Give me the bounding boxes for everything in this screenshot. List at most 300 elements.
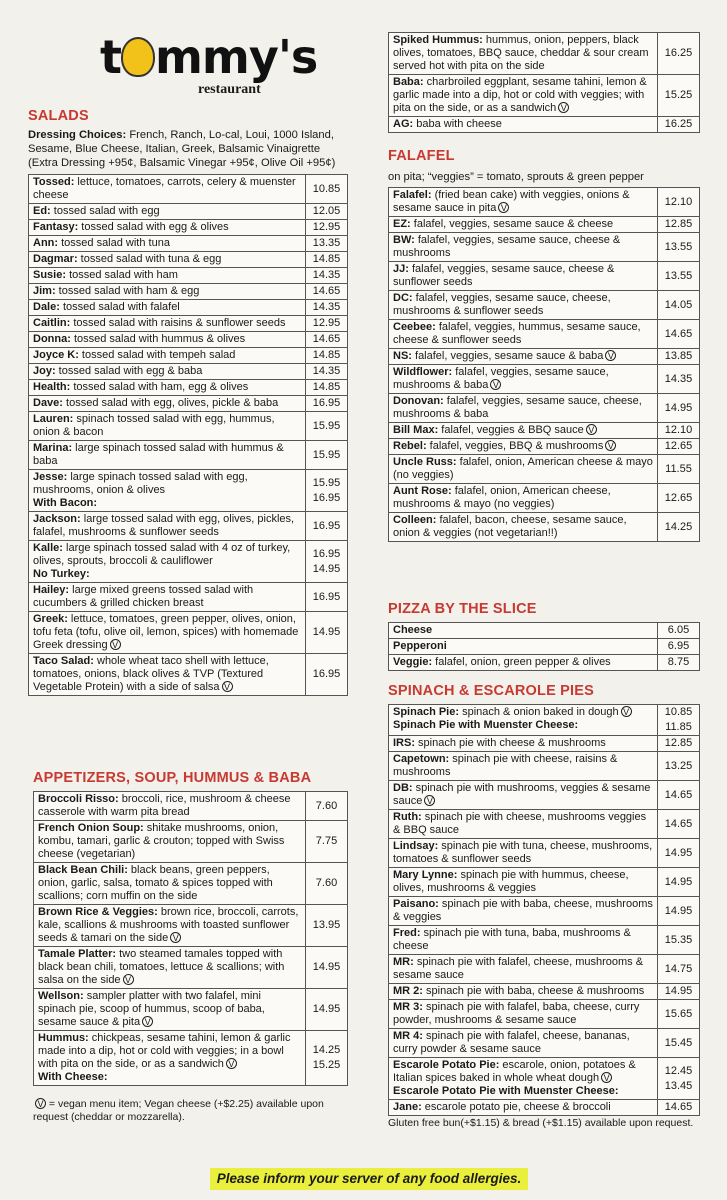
menu-item-price: 14.25 bbox=[312, 1044, 341, 1056]
menu-item-variant-price: 11.85 bbox=[665, 721, 692, 733]
menu-item-price: 14.95 bbox=[312, 1003, 341, 1015]
menu-item-description: spinach pie with baba, cheese & mushrooms bbox=[422, 985, 645, 997]
menu-item-description: tossed salad with tuna & egg bbox=[77, 253, 222, 265]
pizza-title: PIZZA BY THE SLICE bbox=[388, 601, 537, 617]
menu-item-description: tossed salad with egg & olives bbox=[78, 221, 229, 233]
menu-item-desc-cell bbox=[389, 1058, 658, 1100]
menu-item-description: sampler platter with two falafel, mini spinach pie, scoop of hummus, scoop of baba, sesame sauce & pita bbox=[38, 990, 265, 1028]
menu-item-description: large spinach tossed salad with egg, mushrooms, onion & olives bbox=[33, 471, 248, 496]
menu-item-name: Spinach Pie: bbox=[393, 706, 460, 718]
menu-item-price: 14.95 bbox=[312, 626, 341, 638]
menu-item-name: Ruth: bbox=[393, 811, 422, 823]
menu-item-row bbox=[389, 217, 700, 233]
menu-item-row bbox=[389, 639, 700, 655]
menu-item-desc-cell bbox=[389, 423, 658, 439]
menu-item-description: falafel, veggies, sesame sauce, cheese & mushrooms bbox=[393, 234, 621, 259]
menu-item-name: Taco Salad: bbox=[33, 655, 94, 667]
menu-item-price-cell bbox=[658, 423, 700, 439]
menu-item-name: JJ: bbox=[393, 263, 409, 275]
menu-item-desc-cell bbox=[389, 655, 658, 671]
vegan-icon: V bbox=[170, 932, 181, 943]
menu-item-description: spinach pie with falafel, baba, cheese, curry powder, mushrooms & sesame sauce bbox=[393, 1001, 640, 1026]
menu-item-desc-cell bbox=[389, 736, 658, 752]
menu-item-description: spinach pie with hummus, cheese, olives, mushrooms & veggies bbox=[393, 869, 629, 894]
menu-item-price-cell bbox=[306, 905, 348, 947]
menu-item-name: DC: bbox=[393, 292, 413, 304]
menu-item-desc-cell bbox=[389, 188, 658, 217]
menu-item-row bbox=[29, 316, 348, 332]
menu-item-price-cell bbox=[658, 1100, 700, 1116]
menu-item-desc-cell bbox=[389, 394, 658, 423]
menu-item-desc-cell bbox=[29, 300, 306, 316]
menu-item-desc-cell bbox=[389, 75, 658, 117]
logo-subtitle: restaurant bbox=[198, 82, 261, 97]
menu-item-price: 14.95 bbox=[664, 985, 693, 997]
menu-item-price-cell bbox=[658, 75, 700, 117]
menu-item-price: 16.95 bbox=[312, 668, 341, 680]
menu-item-name: MR: bbox=[393, 956, 414, 968]
menu-item-desc-cell bbox=[389, 623, 658, 639]
menu-item-row bbox=[29, 654, 348, 696]
menu-item-row bbox=[389, 349, 700, 365]
menu-item-name: Jim: bbox=[33, 285, 56, 297]
menu-item-price-cell bbox=[306, 412, 348, 441]
menu-item-name: Wildflower: bbox=[393, 366, 453, 378]
menu-item-desc-cell bbox=[389, 639, 658, 655]
menu-item-row bbox=[389, 752, 700, 781]
menu-item-name: Susie: bbox=[33, 269, 67, 281]
menu-item-name: Ceebee: bbox=[393, 321, 436, 333]
menu-item-desc-cell bbox=[389, 439, 658, 455]
gluten-note: Gluten free bun(+$1.15) & bread (+$1.15) available upon request. bbox=[388, 1117, 694, 1129]
menu-item-price: 7.60 bbox=[315, 799, 338, 812]
menu-item-price-cell bbox=[306, 470, 348, 512]
menu-item-price: 12.45 bbox=[664, 1064, 693, 1077]
menu-item-desc-cell bbox=[389, 262, 658, 291]
menu-item-desc-cell bbox=[389, 365, 658, 394]
menu-item-name: Tamale Platter: bbox=[38, 948, 117, 960]
menu-item-name: Joyce K: bbox=[33, 349, 79, 361]
menu-item-description: falafel, veggies, sesame sauce & baba bbox=[411, 350, 604, 362]
menu-item-price: 14.35 bbox=[312, 365, 341, 377]
menu-item-row bbox=[389, 926, 700, 955]
menu-item-desc-cell bbox=[34, 863, 306, 905]
menu-item-name: Rebel: bbox=[393, 440, 427, 452]
menu-item-description: spinach & onion baked in dough bbox=[459, 706, 619, 718]
menu-item-description: escarole, onion, potatoes & Italian spices baked in whole wheat dough bbox=[393, 1059, 636, 1084]
menu-item-desc-cell bbox=[34, 905, 306, 947]
menu-item-description: falafel, bacon, cheese, sesame sauce, onion & veggies (not vegetarian!!) bbox=[393, 514, 627, 539]
menu-item-name: Kalle: bbox=[33, 542, 63, 554]
dressing-text: French, Ranch, Lo-cal, Loui, 1000 Island, Sesame, Blue Cheese, Italian, Greek, Balsamic Vinaigrette (Extra Dressing +95¢, Balsamic Vinegar +95¢, Olive Oil +95¢) bbox=[28, 129, 336, 169]
menu-item-price: 16.25 bbox=[664, 47, 693, 59]
menu-item-desc-cell bbox=[389, 984, 658, 1000]
menu-item-price-cell bbox=[658, 1000, 700, 1029]
menu-item-price-cell bbox=[306, 252, 348, 268]
menu-item-price-cell bbox=[306, 947, 348, 989]
menu-item-price-cell bbox=[306, 512, 348, 541]
menu-item-row bbox=[389, 984, 700, 1000]
menu-item-desc-cell bbox=[389, 320, 658, 349]
menu-item-name: Ann: bbox=[33, 237, 59, 249]
menu-item-row bbox=[34, 821, 348, 863]
menu-item-price-cell bbox=[306, 268, 348, 284]
menu-item-row bbox=[29, 470, 348, 512]
menu-item-price: 12.05 bbox=[312, 205, 341, 217]
menu-item-price-cell bbox=[658, 33, 700, 75]
menu-item-row bbox=[29, 268, 348, 284]
menu-item-name: French Onion Soup: bbox=[38, 822, 144, 834]
menu-item-row bbox=[389, 781, 700, 810]
menu-item-price: 12.85 bbox=[664, 218, 693, 230]
menu-item-price-cell bbox=[658, 781, 700, 810]
menu-item-price: 6.05 bbox=[667, 624, 690, 636]
appetizers-table bbox=[33, 791, 348, 1086]
menu-item-name: Colleen: bbox=[393, 514, 437, 526]
menu-item-price: 7.60 bbox=[315, 877, 338, 889]
menu-item-price-cell bbox=[658, 233, 700, 262]
menu-item-price-cell bbox=[658, 439, 700, 455]
menu-item-name: Baba: bbox=[393, 76, 424, 88]
menu-item-row bbox=[389, 736, 700, 752]
menu-item-row bbox=[389, 394, 700, 423]
menu-item-description: tossed salad with ham bbox=[66, 269, 178, 281]
menu-item-price: 16.25 bbox=[664, 118, 693, 130]
vegan-icon: V bbox=[110, 639, 121, 650]
menu-item-price: 12.65 bbox=[664, 440, 693, 452]
menu-item-price-cell bbox=[306, 441, 348, 470]
menu-item-row bbox=[389, 1029, 700, 1058]
menu-item-description: falafel, veggies, sesame sauce & cheese bbox=[410, 218, 614, 230]
menu-item-row bbox=[389, 810, 700, 839]
menu-item-price: 14.75 bbox=[664, 962, 693, 975]
menu-item-price: 6.95 bbox=[667, 640, 690, 652]
menu-item-desc-cell bbox=[29, 252, 306, 268]
menu-item-price: 15.95 bbox=[312, 419, 341, 432]
menu-item-name: Paisano: bbox=[393, 898, 439, 910]
menu-item-price: 7.75 bbox=[315, 835, 338, 847]
menu-item-name: Jane: bbox=[393, 1101, 422, 1113]
menu-item-row bbox=[389, 365, 700, 394]
menu-item-price: 14.65 bbox=[664, 327, 693, 340]
menu-item-description: spinach pie with mushrooms, veggies & sesame sauce bbox=[393, 782, 651, 807]
vegan-icon: V bbox=[498, 202, 509, 213]
menu-item-desc-cell bbox=[29, 412, 306, 441]
menu-item-desc-cell bbox=[389, 955, 658, 984]
menu-item-variant-price: 16.95 bbox=[312, 491, 341, 504]
menu-item-name: Dale: bbox=[33, 301, 60, 313]
menu-item-price: 13.55 bbox=[664, 240, 693, 253]
menu-item-description: large tossed salad with egg, olives, pickles, falafel, mushrooms & sunflower seeds bbox=[33, 513, 295, 538]
menu-item-variant: With Cheese: bbox=[38, 1071, 108, 1083]
menu-item-description: tossed salad with ham, egg & olives bbox=[70, 381, 249, 393]
vegan-icon: V bbox=[558, 102, 569, 113]
menu-item-price: 14.95 bbox=[664, 401, 693, 414]
menu-item-desc-cell bbox=[389, 217, 658, 233]
salads-table bbox=[28, 174, 348, 696]
menu-item-price: 14.65 bbox=[664, 788, 693, 801]
menu-item-desc-cell bbox=[389, 33, 658, 75]
menu-item-price-cell bbox=[306, 175, 348, 204]
menu-item-description: spinach pie with falafel, cheese, bananas, curry powder & sesame sauce bbox=[393, 1030, 630, 1055]
menu-item-desc-cell bbox=[389, 1100, 658, 1116]
menu-item-description: falafel, veggies, hummus, sesame sauce, cheese & sunflower seeds bbox=[393, 321, 641, 346]
menu-item-row bbox=[389, 839, 700, 868]
menu-item-price: 15.45 bbox=[664, 1036, 693, 1049]
menu-item-name: Joy: bbox=[33, 365, 56, 377]
appetizers-section bbox=[33, 770, 348, 1124]
menu-item-row bbox=[389, 513, 700, 542]
menu-item-name: Lindsay: bbox=[393, 840, 439, 852]
menu-item-price: 13.35 bbox=[312, 237, 341, 249]
menu-item-price-cell bbox=[306, 1031, 348, 1086]
menu-item-name: Jesse: bbox=[33, 471, 68, 483]
menu-item-price: 14.65 bbox=[664, 1101, 693, 1113]
menu-item-price: 14.65 bbox=[664, 817, 693, 830]
menu-item-name: NS: bbox=[393, 350, 412, 362]
menu-item-description: tossed salad with raisins & sunflower seeds bbox=[70, 317, 286, 329]
menu-item-row bbox=[29, 541, 348, 583]
menu-item-name: Pepperoni bbox=[393, 640, 447, 652]
menu-item-description: chickpeas, sesame tahini, lemon & garlic made into a dip, hot or cold with veggies; in a bowl with pita on the side, or as a sandwich bbox=[38, 1032, 291, 1070]
menu-item-desc-cell bbox=[29, 332, 306, 348]
menu-item-price: 8.75 bbox=[667, 656, 690, 668]
menu-item-row bbox=[389, 623, 700, 639]
pies-table bbox=[388, 704, 700, 1116]
menu-item-row bbox=[34, 863, 348, 905]
menu-item-price-cell bbox=[306, 220, 348, 236]
pies-title: SPINACH & ESCAROLE PIES bbox=[388, 683, 595, 699]
vegan-icon: V bbox=[605, 350, 616, 361]
menu-item-price-cell bbox=[658, 897, 700, 926]
vegan-mark-icon: V bbox=[35, 1098, 46, 1109]
menu-item-desc-cell bbox=[29, 364, 306, 380]
menu-item-desc-cell bbox=[29, 220, 306, 236]
menu-item-price-cell bbox=[658, 349, 700, 365]
menu-item-row bbox=[34, 792, 348, 821]
menu-item-price-cell bbox=[306, 989, 348, 1031]
menu-item-description: spinach pie with cheese, mushrooms veggies & BBQ sauce bbox=[393, 811, 647, 836]
menu-item-row bbox=[29, 412, 348, 441]
menu-item-price: 15.25 bbox=[664, 89, 693, 101]
menu-item-name: Dagmar: bbox=[33, 253, 78, 265]
menu-item-row bbox=[389, 423, 700, 439]
menu-item-name: MR 2: bbox=[393, 985, 423, 997]
menu-item-price: 14.05 bbox=[664, 298, 693, 311]
menu-item-desc-cell bbox=[29, 236, 306, 252]
menu-item-name: IRS: bbox=[393, 737, 415, 749]
menu-item-price-cell bbox=[658, 705, 700, 736]
menu-item-description: (fried bean cake) with veggies, onions & sesame sauce in pita bbox=[393, 189, 630, 214]
menu-item-row bbox=[34, 947, 348, 989]
menu-item-price-cell bbox=[306, 348, 348, 364]
vegan-icon: V bbox=[424, 795, 435, 806]
menu-item-name: Greek: bbox=[33, 613, 68, 625]
menu-item-row bbox=[29, 175, 348, 204]
menu-item-price-cell bbox=[658, 736, 700, 752]
logo-wordmark: t mmy's bbox=[100, 30, 318, 84]
menu-item-name: Uncle Russ: bbox=[393, 456, 457, 468]
menu-item-description: falafel, onion, American cheese, mushrooms & mayo (no veggies) bbox=[393, 485, 611, 510]
menu-item-name: Lauren: bbox=[33, 413, 74, 425]
menu-item-price: 11.55 bbox=[665, 462, 692, 475]
menu-item-price-cell bbox=[306, 204, 348, 220]
menu-item-price-cell bbox=[306, 380, 348, 396]
menu-item-name: Caitlin: bbox=[33, 317, 71, 329]
menu-item-row bbox=[389, 705, 700, 736]
menu-item-price-cell bbox=[658, 752, 700, 781]
menu-item-row bbox=[389, 655, 700, 671]
menu-item-price-cell bbox=[306, 300, 348, 316]
menu-item-price: 16.95 bbox=[312, 519, 341, 532]
menu-item-row bbox=[389, 868, 700, 897]
menu-item-price: 15.65 bbox=[664, 1007, 693, 1020]
menu-item-name: Dave: bbox=[33, 397, 63, 409]
menu-item-price: 15.95 bbox=[312, 476, 341, 489]
menu-item-name: Capetown: bbox=[393, 753, 450, 765]
menu-item-price-cell bbox=[306, 316, 348, 332]
menu-item-description: spinach pie with cheese & mushrooms bbox=[415, 737, 606, 749]
restaurant-logo bbox=[100, 30, 330, 98]
menu-item-description: tossed salad with egg bbox=[50, 205, 160, 217]
menu-item-desc-cell bbox=[29, 612, 306, 654]
menu-item-desc-cell bbox=[34, 947, 306, 989]
menu-item-name: Black Bean Chili: bbox=[38, 864, 128, 876]
menu-item-price-cell bbox=[306, 236, 348, 252]
falafel-note: on pita; “veggies” = tomato, sprouts & green pepper bbox=[388, 171, 644, 183]
menu-item-price: 12.65 bbox=[664, 491, 693, 504]
falafel-section bbox=[388, 148, 700, 542]
menu-item-price: 15.35 bbox=[664, 933, 693, 946]
menu-item-desc-cell bbox=[29, 175, 306, 204]
menu-item-price-cell bbox=[306, 583, 348, 612]
menu-item-desc-cell bbox=[389, 810, 658, 839]
menu-item-price-cell bbox=[658, 217, 700, 233]
menu-item-variant: Spinach Pie with Muenster Cheese: bbox=[393, 719, 579, 731]
menu-item-row bbox=[389, 188, 700, 217]
menu-item-row bbox=[389, 291, 700, 320]
menu-item-name: Donovan: bbox=[393, 395, 444, 407]
menu-item-name: AG: bbox=[393, 118, 414, 130]
menu-item-desc-cell bbox=[29, 268, 306, 284]
menu-item-price-cell bbox=[658, 365, 700, 394]
menu-item-price-cell bbox=[658, 291, 700, 320]
menu-item-name: Marina: bbox=[33, 442, 73, 454]
menu-item-desc-cell bbox=[389, 1000, 658, 1029]
menu-item-price-cell bbox=[658, 320, 700, 349]
menu-item-desc-cell bbox=[34, 989, 306, 1031]
menu-item-row bbox=[389, 955, 700, 984]
menu-item-price: 14.95 bbox=[312, 961, 341, 973]
menu-item-row bbox=[29, 512, 348, 541]
menu-item-name: Fantasy: bbox=[33, 221, 79, 233]
menu-item-price-cell bbox=[658, 984, 700, 1000]
menu-item-price-cell bbox=[306, 612, 348, 654]
vegan-icon: V bbox=[123, 974, 134, 985]
menu-item-row bbox=[389, 75, 700, 117]
menu-item-row bbox=[29, 380, 348, 396]
menu-item-price: 13.95 bbox=[312, 919, 341, 931]
menu-item-description: tossed salad with egg, olives, pickle & baba bbox=[62, 397, 279, 409]
menu-item-description: spinach pie with baba, cheese, mushrooms & veggies bbox=[393, 898, 653, 923]
menu-item-price-cell bbox=[658, 1058, 700, 1100]
menu-item-price-cell bbox=[658, 513, 700, 542]
menu-item-desc-cell bbox=[29, 284, 306, 300]
menu-item-desc-cell bbox=[389, 349, 658, 365]
menu-item-name: DB: bbox=[393, 782, 413, 794]
menu-item-name: MR 3: bbox=[393, 1001, 423, 1013]
menu-item-price: 14.35 bbox=[664, 372, 693, 385]
menu-item-row bbox=[389, 455, 700, 484]
menu-item-row bbox=[34, 1031, 348, 1086]
menu-item-price: 13.55 bbox=[664, 269, 693, 282]
menu-item-description: falafel, onion, American cheese & mayo (no veggies) bbox=[393, 456, 653, 481]
menu-item-row bbox=[29, 583, 348, 612]
menu-item-price-cell bbox=[306, 396, 348, 412]
menu-item-price: 13.25 bbox=[664, 759, 693, 772]
menu-item-name: Veggie: bbox=[393, 656, 433, 668]
menu-item-name: Jackson: bbox=[33, 513, 81, 525]
menu-item-description: spinach pie with cheese, raisins & mushrooms bbox=[393, 753, 618, 778]
appetizers-title: APPETIZERS, SOUP, HUMMUS & BABA bbox=[33, 770, 312, 786]
menu-item-description: lettuce, tomatoes, green pepper, olives, onion, tofu feta (tofu, olive oil, lemon, spices) with homemade Greek dressing bbox=[33, 613, 299, 651]
menu-item-variant-price: 15.25 bbox=[312, 1059, 341, 1071]
dressing-choices bbox=[28, 128, 348, 170]
menu-item-desc-cell bbox=[389, 868, 658, 897]
menu-item-price-cell bbox=[658, 926, 700, 955]
menu-item-variant: With Bacon: bbox=[33, 497, 98, 509]
vegan-icon: V bbox=[142, 1016, 153, 1027]
menu-item-row bbox=[29, 332, 348, 348]
menu-item-row bbox=[29, 612, 348, 654]
menu-item-description: falafel, veggies, sesame sauce, cheese & sunflower seeds bbox=[393, 263, 615, 288]
menu-item-row bbox=[389, 233, 700, 262]
menu-item-desc-cell bbox=[29, 583, 306, 612]
menu-item-price: 14.95 bbox=[664, 846, 693, 859]
menu-item-description: two steamed tamales topped with black bean chili, tomatoes, lettuce & scallions; with salsa on the side bbox=[38, 948, 285, 986]
menu-item-desc-cell bbox=[29, 512, 306, 541]
menu-item-description: shitake mushrooms, onion, kombu, tamari, garlic & crouton; topped with Swiss cheese (vegetarian) bbox=[38, 822, 285, 860]
menu-item-price-cell bbox=[306, 284, 348, 300]
menu-item-price: 10.85 bbox=[664, 706, 693, 718]
menu-item-price: 14.25 bbox=[664, 520, 693, 533]
vegan-note bbox=[33, 1098, 348, 1124]
menu-item-row bbox=[389, 117, 700, 133]
pizza-table bbox=[388, 622, 700, 671]
menu-item-price: 14.95 bbox=[664, 875, 693, 888]
menu-item-row bbox=[29, 348, 348, 364]
menu-item-row bbox=[29, 396, 348, 412]
menu-item-description: falafel, veggies, sesame sauce, mushrooms & baba bbox=[393, 366, 609, 391]
menu-item-name: Donna: bbox=[33, 333, 71, 345]
menu-item-description: lettuce, tomatoes, carrots, celery & muenster cheese bbox=[33, 176, 296, 201]
menu-item-desc-cell bbox=[34, 1031, 306, 1086]
menu-item-name: Fred: bbox=[393, 927, 421, 939]
menu-item-price-cell bbox=[658, 394, 700, 423]
vegan-note-text: = vegan menu item; Vegan cheese (+$2.25) available upon request (cheddar or mozzarella). bbox=[33, 1098, 324, 1123]
menu-item-price: 10.85 bbox=[312, 182, 341, 195]
menu-item-desc-cell bbox=[389, 233, 658, 262]
menu-item-description: tossed salad with tuna bbox=[58, 237, 170, 249]
menu-item-name: Escarole Potato Pie: bbox=[393, 1059, 500, 1071]
menu-item-description: charbroiled eggplant, sesame tahini, lemon & garlic made into a dip, hot or cold with veggies; with pita on the side, or as a sandwich bbox=[393, 76, 647, 114]
menu-item-price-cell bbox=[306, 863, 348, 905]
vegan-icon: V bbox=[605, 440, 616, 451]
menu-item-desc-cell bbox=[29, 316, 306, 332]
menu-item-row bbox=[389, 1058, 700, 1100]
menu-item-name: Falafel: bbox=[393, 189, 432, 201]
menu-item-description: baba with cheese bbox=[413, 118, 502, 130]
